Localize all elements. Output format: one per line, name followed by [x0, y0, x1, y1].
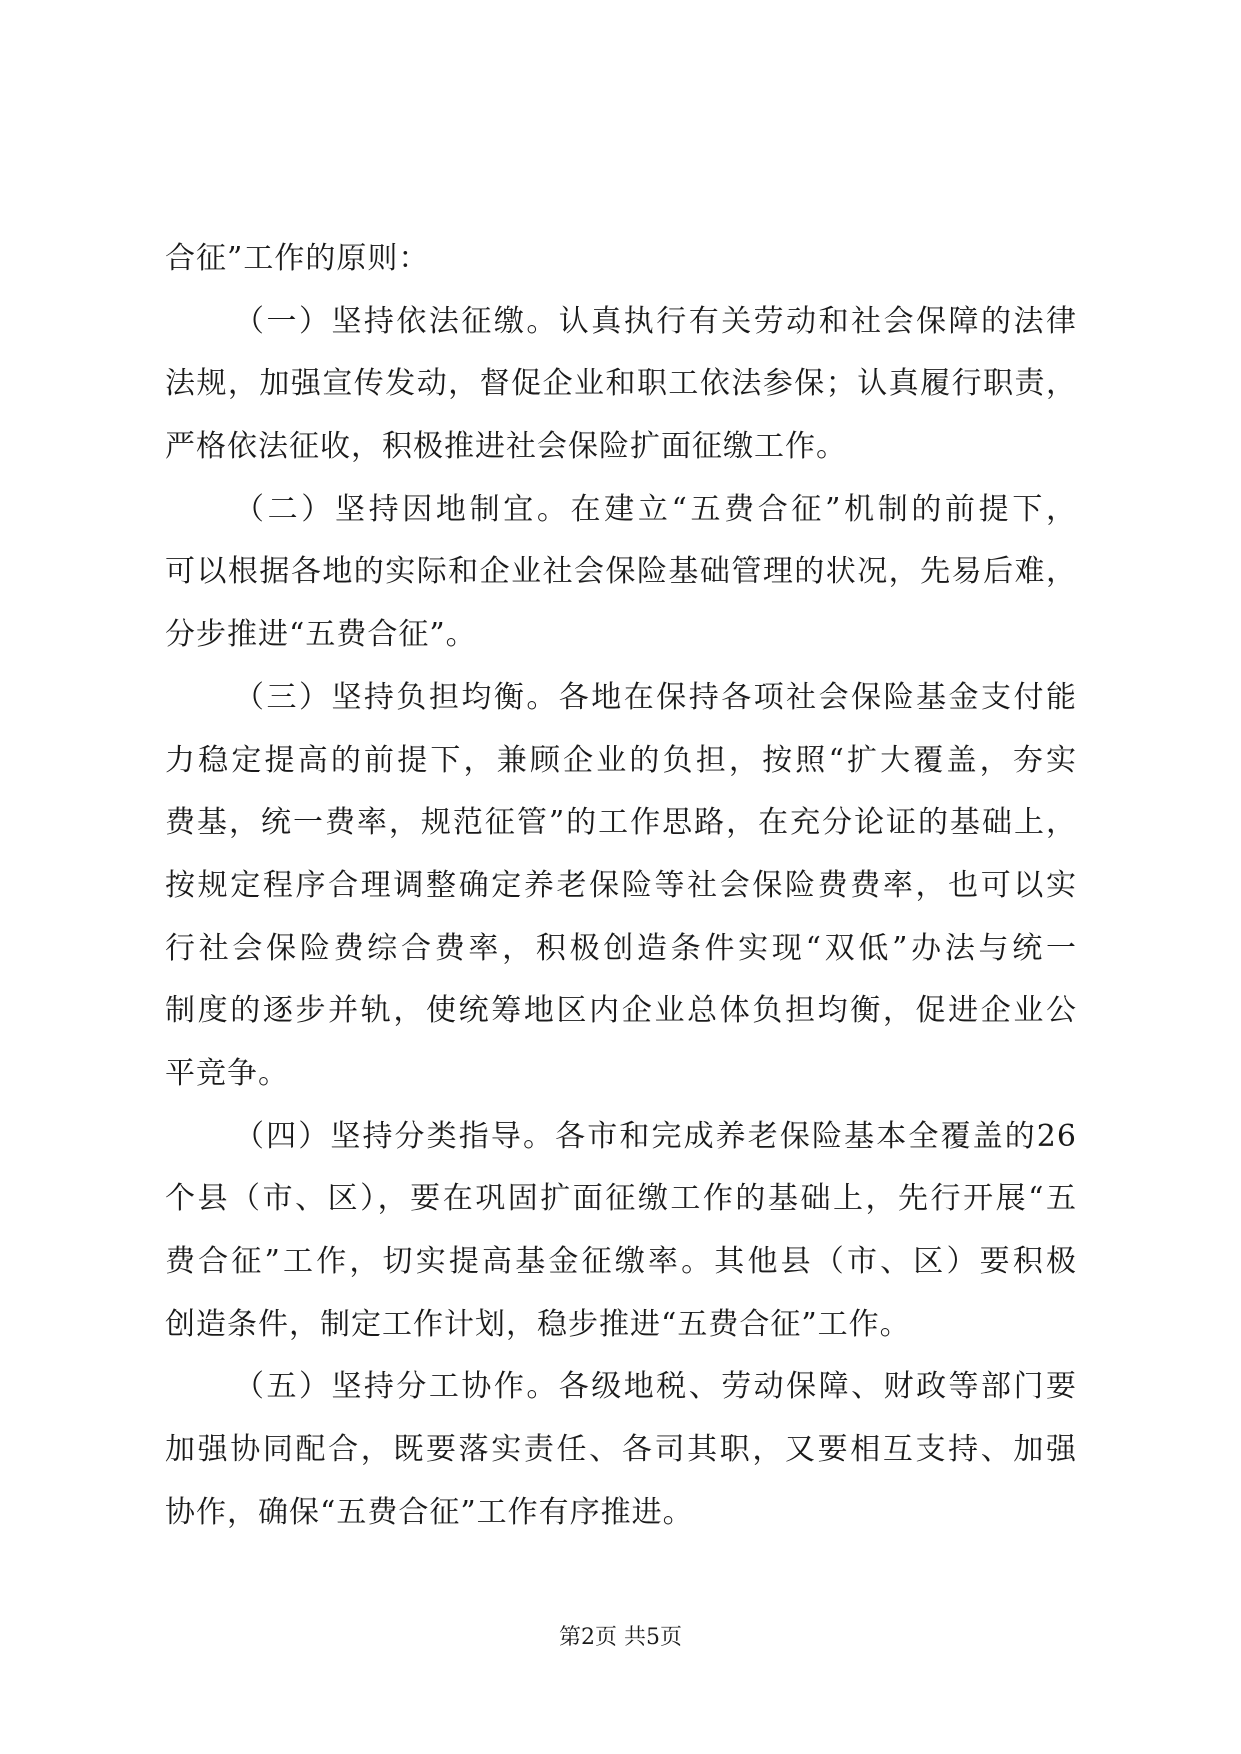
text-line: 加强协同配合，既要落实责任、各司其职，又要相互支持、加强: [165, 1432, 1077, 1468]
text-line: 可以根据各地的实际和企业社会保险基础管理的状况，先易后难，: [165, 554, 1077, 590]
text-line: （二）坚持因地制宜。在建立“五费合征”机制的前提下，: [234, 491, 1077, 527]
text-line: 协作，确保“五费合征”工作有序推进。: [165, 1494, 694, 1530]
page-footer: 第2页 共5页: [559, 1625, 682, 1650]
text-line: 制度的逐步并轨，使统筹地区内企业总体负担均衡，促进企业公: [165, 993, 1077, 1029]
text-line: 力稳定提高的前提下，兼顾企业的负担，按照“扩大覆盖，夯实: [165, 742, 1077, 778]
text-line: 按规定程序合理调整确定养老保险等社会保险费费率，也可以实: [165, 867, 1077, 903]
text-line: 分步推进“五费合征”。: [165, 617, 477, 653]
text-line: （五）坚持分工协作。各级地税、劳动保障、财政等部门要: [234, 1369, 1077, 1405]
document-body: [165, 228, 1077, 1544]
text-line: 严格依法征收，积极推进社会保险扩面征缴工作。: [165, 429, 847, 465]
text-line: （一）坚持依法征缴。认真执行有关劳动和社会保障的法律: [234, 303, 1077, 339]
text-line: 法规，加强宣传发动，督促企业和职工依法参保；认真履行职责，: [165, 366, 1077, 402]
text-line: 费合征”工作，切实提高基金征缴率。其他县（市、区）要积极: [165, 1244, 1077, 1279]
text-line: 平竞争。: [165, 1055, 289, 1091]
text-line: 个县（市、区），要在巩固扩面征缴工作的基础上，先行开展“五: [165, 1181, 1077, 1217]
text-line: （四）坚持分类指导。各市和完成养老保险基本全覆盖的26: [234, 1118, 1077, 1154]
text-line: 费基，统一费率，规范征管”的工作思路，在充分论证的基础上，: [165, 805, 1077, 841]
text-line: 创造条件，制定工作计划，稳步推进“五费合征”工作。: [165, 1306, 911, 1342]
text-line: 合征”工作的原则：: [165, 241, 430, 276]
text-line: （三）坚持负担均衡。各地在保持各项社会保险基金支付能: [234, 679, 1077, 715]
text-line: 行社会保险费综合费率，积极创造条件实现“双低”办法与统一: [165, 930, 1077, 966]
